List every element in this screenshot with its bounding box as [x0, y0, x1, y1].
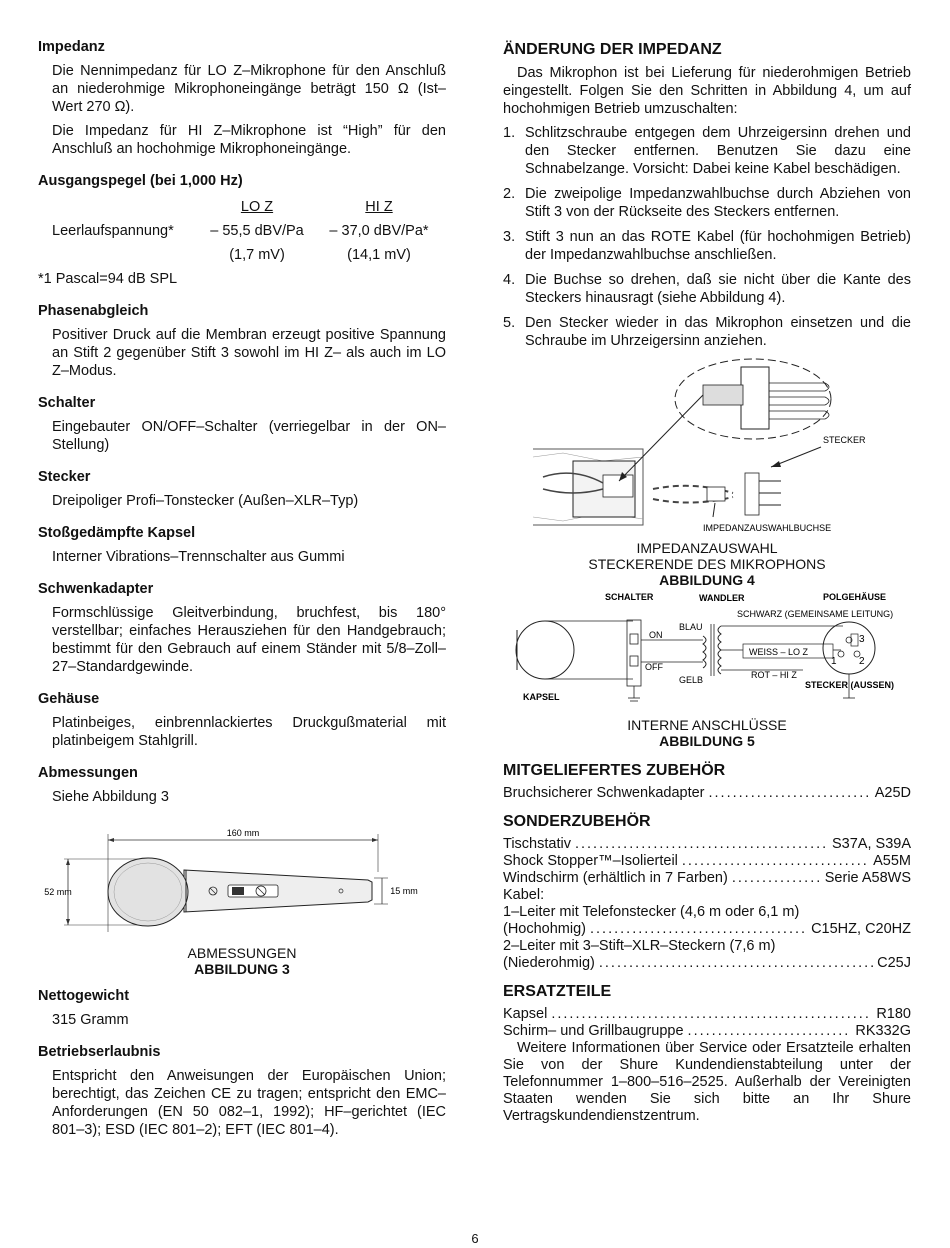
accessory-part-number: A25D: [874, 785, 911, 801]
impedanz-text-1: Die Nennimpedanz für LO Z–Mikrophone für den Anschluß an niederohmige Mikrophoneingänge beträgt 150 Ω (Ist–Wert 270 Ω).: [52, 63, 446, 115]
heading-betriebserlaubnis: Betriebserlaubnis: [38, 1044, 161, 1060]
figure-4-impedance-selector: [503, 357, 911, 588]
heading-phasenabgleich: Phasenabgleich: [38, 303, 149, 319]
heading-schwenkadapter: Schwenkadapter: [38, 581, 154, 597]
accessory-label: Schirm– und Grillbaugruppe: [503, 1023, 684, 1039]
step-number: 1.: [503, 125, 516, 141]
heading-sonderzubehoer: SONDERZUBEHÖR: [503, 813, 651, 830]
step-text: Den Stecker wieder in das Mikrophon einsetzen und die Schraube im Uhrzeigersinn anziehen.: [525, 315, 911, 349]
heading-ersatzteile: ERSATZTEILE: [503, 983, 612, 1000]
output-level-table: [52, 196, 446, 268]
section-ersatzteile: [503, 982, 911, 1125]
step-text: Schlitzschraube entgegen dem Uhrzeigersinn drehen und den Stecker entfernen. Benutzen Sie dazu eine Schnabelzange. Vorsicht: Dabei keine Kabel beschädigen.: [525, 125, 911, 177]
impedanz-text-2: Die Impedanz für HI Z–Mikrophone ist “High” für den Anschluß an hochohmige Mikrophoneingänge.: [52, 123, 446, 157]
step-number: 3.: [503, 229, 516, 245]
wiring-diagram: [503, 590, 911, 712]
heading-abmessungen: Abmessungen: [38, 765, 138, 781]
abmessungen-text: Siehe Abbildung 3: [52, 789, 169, 805]
heading-kapsel: Stoßgedämpfte Kapsel: [38, 525, 196, 541]
label-polgehaeuse: POLGEHÄUSE: [823, 592, 887, 602]
label-wandler: WANDLER: [699, 593, 745, 603]
row-label-leerlaufspannung: Leerlaufspannung*: [52, 223, 174, 239]
phasen-text: Positiver Druck auf die Membran erzeugt positive Spannung an Stift 2 gegenüber Stift 3 sowohl im HI Z– als auch im LO Z–Modus.: [52, 327, 446, 379]
kapsel-text: Interner Vibrations–Trennschalter aus Gummi: [52, 549, 345, 565]
accessory-part-number: A55M: [873, 853, 911, 869]
schwenk-text: Formschlüssige Gleitverbindung, bruchfest, bis 180° verstellbar; einfaches Herausziehen für den Handgebrauch; bestimmt für den Gebrauch auf einem Ständer mit 5/8–Zoll–27–Standardgewinde.: [52, 605, 446, 675]
pin-3-label: 3: [859, 634, 865, 645]
aenderung-intro: Das Mikrophon ist bei Lieferung für niederohmigen Betrieb eingestellt. Folgen Sie den Schritten in Abbildung 4, um auf hochohmigen Betrieb umzuschalten:: [503, 65, 911, 117]
accessory-row: [503, 836, 911, 853]
label-stecker-aussen: STECKER (AUSSEN): [805, 680, 895, 690]
heading-gehaeuse: Gehäuse: [38, 691, 100, 707]
step-text: Stift 3 nun an das ROTE Kabel (für hochohmigen Betrieb) der Impedanzwahlbuchse anschließen.: [525, 229, 911, 263]
label-schwarz: SCHWARZ (GEMEINSAME LEITUNG): [737, 609, 894, 619]
stecker-text: Dreipoliger Profi–Tonstecker (Außen–XLR–Typ): [52, 493, 359, 509]
accessory-label: Bruchsicherer Schwenkadapter: [503, 785, 705, 801]
left-column: [38, 38, 446, 1153]
step-item: [503, 228, 911, 264]
section-abmessungen: [38, 764, 446, 977]
accessory-label: Tischstativ: [503, 836, 571, 852]
step-item: [503, 185, 911, 221]
accessory-row: [503, 1006, 911, 1023]
gehaeuse-text: Platinbeiges, einbrennlackiertes Druckgußmaterial mit platinbeigem Stahlgrill.: [52, 715, 446, 749]
microphone-dimensions-drawing: [38, 812, 446, 940]
hi-z-value: – 37,0 dBV/Pa*: [329, 223, 429, 239]
dim-handle-label: 15 mm: [390, 886, 418, 896]
figure-4-label: ABBILDUNG 4: [659, 572, 755, 588]
label-schalter: SCHALTER: [605, 592, 654, 602]
page-number: 6: [471, 1231, 479, 1246]
section-stecker: [38, 468, 446, 510]
lo-z-value: – 55,5 dBV/Pa: [210, 223, 304, 239]
pin-2-label: 2: [859, 656, 865, 667]
plug-end-drawing: [503, 357, 911, 535]
steps-list: [503, 124, 911, 350]
heading-stecker: Stecker: [38, 469, 91, 485]
accessory-part-number: R180: [876, 1006, 911, 1022]
accessory-label: Kapsel: [503, 1006, 548, 1022]
section-nettogewicht: [38, 987, 446, 1029]
accessory-row: [503, 955, 911, 972]
col-lo-z: LO Z: [240, 199, 274, 215]
heading-aenderung: ÄNDERUNG DER IMPEDANZ: [503, 41, 722, 58]
dim-length-label: 160 mm: [226, 828, 260, 838]
step-number: 4.: [503, 272, 516, 288]
heading-mitgeliefert: MITGELIEFERTES ZUBEHÖR: [503, 762, 726, 779]
section-betriebserlaubnis: [38, 1043, 446, 1139]
label-off: OFF: [645, 662, 663, 672]
accessory-label: (Niederohmig): [503, 955, 595, 971]
section-gehaeuse: [38, 690, 446, 750]
accessory-row: [503, 921, 911, 938]
section-schwenkadapter: [38, 580, 446, 676]
accessory-row: [503, 870, 911, 887]
heading-nettogewicht: Nettogewicht: [38, 988, 130, 1004]
step-number: 2.: [503, 186, 516, 202]
figure-5-caption: INTERNE ANSCHLÜSSE: [627, 717, 787, 733]
section-aenderung: [503, 40, 911, 350]
hi-z-mv: (14,1 mV): [347, 247, 411, 263]
label-stecker: STECKER: [823, 435, 866, 445]
section-ausgangspegel: [38, 172, 446, 288]
step-text: Die zweipolige Impedanzwahlbuchse durch Abziehen von Stift 3 von der Rückseite des Steckers entfernen.: [525, 186, 911, 220]
figure-3-dimensions: [38, 812, 446, 977]
step-number: 5.: [503, 315, 516, 331]
service-text: Weitere Informationen über Service oder Ersatzteile erhalten Sie von der Shure Kundendienstabteilung unter der Telefonnummer 1–800–516–2525. Außerhalb der Vereinigten Staaten wenden Sie sich bitte an Ihr Shure Vertragskundendienstzentrum.: [503, 1040, 911, 1124]
label-kapsel: KAPSEL: [523, 692, 560, 702]
accessory-part-number: C15HZ, C20HZ: [811, 921, 911, 937]
heading-ausgangspegel: Ausgangspegel (bei 1,000 Hz): [38, 173, 243, 189]
kabel-1-description: 1–Leiter mit Telefonstecker (4,6 m oder 6,1 m): [503, 904, 800, 920]
heading-schalter: Schalter: [38, 395, 96, 411]
label-weiss: WEISS – LO Z: [749, 647, 809, 657]
step-text: Die Buchse so drehen, daß sie nicht über die Kante des Steckers hinausragt (siehe Abbildung 4).: [525, 272, 911, 306]
accessory-row: [503, 785, 911, 802]
step-item: [503, 271, 911, 307]
right-column: [503, 40, 911, 1125]
section-kapsel: [38, 524, 446, 566]
step-item: [503, 314, 911, 350]
figure-5-wiring: [503, 590, 911, 749]
step-item: [503, 124, 911, 178]
accessory-label: (Hochohmig): [503, 921, 586, 937]
figure-5-label: ABBILDUNG 5: [659, 733, 755, 749]
dim-head-label: 52 mm: [44, 887, 72, 897]
accessory-row: [503, 1023, 911, 1040]
label-impedanzauswahlbuchse: IMPEDANZAUSWAHLBUCHSE: [703, 523, 832, 533]
heading-impedanz: Impedanz: [38, 39, 105, 55]
accessory-label: Windschirm (erhältlich in 7 Farben): [503, 870, 728, 886]
pascal-footnote: *1 Pascal=94 dB SPL: [38, 271, 178, 287]
accessory-part-number: Serie A58WS: [824, 870, 911, 886]
section-sonderzubehoer: [503, 812, 911, 972]
figure-3-caption: ABMESSUNGEN: [187, 945, 297, 961]
accessory-label: Shock Stopper™–Isolierteil: [503, 853, 678, 869]
accessory-part-number: RK332G: [855, 1023, 911, 1039]
lo-z-mv: (1,7 mV): [229, 247, 285, 263]
gewicht-text: 315 Gramm: [52, 1012, 129, 1028]
label-blau: BLAU: [679, 622, 703, 632]
accessory-row: [503, 853, 911, 870]
label-on: ON: [649, 630, 663, 640]
section-schalter: [38, 394, 446, 454]
section-phasenabgleich: [38, 302, 446, 380]
label-rot: ROT – HI Z: [751, 670, 797, 680]
accessory-part-number: S37A, S39A: [832, 836, 911, 852]
section-impedanz: [38, 38, 446, 158]
kabel-label: Kabel:: [503, 887, 545, 903]
figure-3-label: ABBILDUNG 3: [194, 961, 290, 977]
section-mitgeliefert: [503, 761, 911, 802]
col-hi-z: HI Z: [365, 199, 393, 215]
accessory-part-number: C25J: [877, 955, 911, 971]
schalter-text: Eingebauter ON/OFF–Schalter (verriegelbar in der ON–Stellung): [52, 419, 446, 453]
figure-4-caption-2: STECKERENDE DES MIKROPHONS: [588, 556, 826, 572]
erlaubnis-text: Entspricht den Anweisungen der Europäischen Union; berechtigt, das Zeichen CE zu tragen; entspricht den EMC–Anforderungen (EN 50 082–1, 1992); HF–gerichtet (IEC 801–3); ESD (IEC 801–2); EFT (IEC 801–4).: [52, 1068, 446, 1138]
figure-4-caption-1: IMPEDANZAUSWAHL: [636, 540, 778, 556]
pin-1-label: 1: [831, 656, 837, 667]
kabel-2-description: 2–Leiter mit 3–Stift–XLR–Steckern (7,6 m): [503, 938, 776, 954]
label-gelb: GELB: [679, 675, 704, 685]
